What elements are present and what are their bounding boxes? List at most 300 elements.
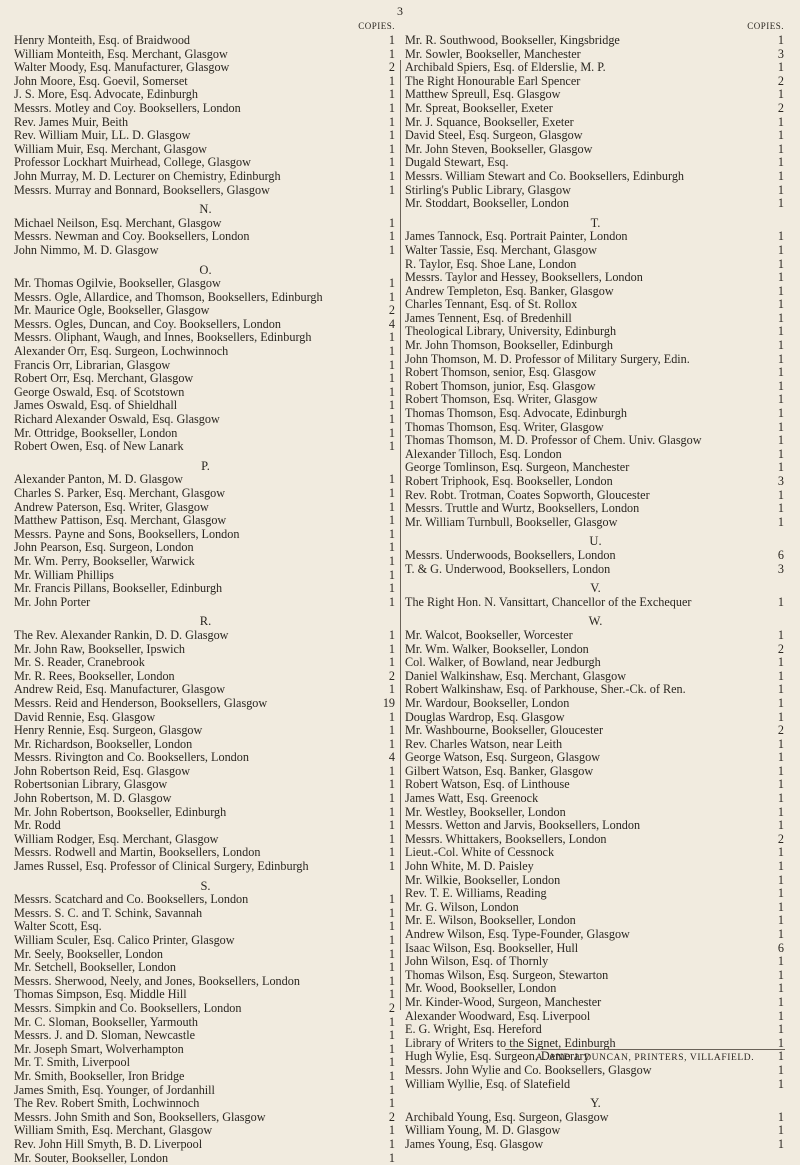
subscriber-entry [405, 502, 786, 516]
subscriber-entry [405, 1023, 786, 1037]
copies-count: 1 [375, 501, 397, 515]
subscriber-entry [405, 549, 786, 563]
copies-header: COPIES. [14, 18, 397, 34]
subscriber-name: Messrs. John Wylie and Co. Booksellers, Glasgow [405, 1064, 764, 1078]
subscriber-entry [14, 738, 397, 752]
subscriber-name: Mr. E. Wilson, Bookseller, London [405, 914, 764, 928]
subscriber-name: Francis Orr, Librarian, Glasgow [14, 359, 375, 373]
copies-count: 1 [764, 887, 786, 901]
copies-count: 1 [764, 61, 786, 75]
subscriber-entry [14, 48, 397, 62]
subscriber-name: Walter Scott, Esq. [14, 920, 375, 934]
subscriber-name: Matthew Pattison, Esq. Merchant, Glasgow [14, 514, 375, 528]
subscriber-name: Charles S. Parker, Esq. Merchant, Glasgow [14, 487, 375, 501]
section-letter: U. [405, 535, 786, 549]
copies-count: 1 [764, 184, 786, 198]
copies-count: 1 [764, 751, 786, 765]
copies-count: 1 [375, 656, 397, 670]
copies-count: 1 [764, 1010, 786, 1024]
subscriber-name: Walter Moody, Esq. Manufacturer, Glasgow [14, 61, 375, 75]
subscriber-entry [14, 975, 397, 989]
subscriber-entry [14, 934, 397, 948]
copies-count: 1 [375, 528, 397, 542]
subscriber-entry [14, 920, 397, 934]
subscriber-name: William Smith, Esq. Merchant, Glasgow [14, 1124, 375, 1138]
copies-count: 1 [375, 948, 397, 962]
copies-count: 1 [375, 372, 397, 386]
subscriber-name: Messrs. Ogle, Allardice, and Thomson, Booksellers, Edinburgh [14, 291, 375, 305]
subscriber-name: Mr. Washbourne, Bookseller, Gloucester [405, 724, 764, 738]
copies-count: 1 [764, 778, 786, 792]
subscriber-name: Mr. Thomas Ogilvie, Bookseller, Glasgow [14, 277, 375, 291]
copies-count: 1 [375, 893, 397, 907]
subscriber-entry [405, 143, 786, 157]
copies-count: 1 [375, 643, 397, 657]
subscriber-name: Messrs. Sherwood, Neely, and Jones, Booksellers, London [14, 975, 375, 989]
subscriber-name: Mr. Spreat, Bookseller, Exeter [405, 102, 764, 116]
subscriber-name: William Wyllie, Esq. of Slatefield [405, 1078, 764, 1092]
section-letter: Y. [405, 1097, 786, 1111]
subscriber-entry [14, 1084, 397, 1098]
subscriber-name: Mr. Francis Pillans, Bookseller, Edinburgh [14, 582, 375, 596]
subscriber-name: Mr. Kinder-Wood, Surgeon, Manchester [405, 996, 764, 1010]
subscriber-entry [405, 982, 786, 996]
subscriber-entry [14, 318, 397, 332]
subscriber-entry [14, 501, 397, 515]
subscriber-entry [405, 434, 786, 448]
copies-count: 1 [375, 738, 397, 752]
copies-count: 1 [375, 1029, 397, 1043]
copies-count: 1 [764, 339, 786, 353]
copies-count: 1 [764, 683, 786, 697]
subscriber-entry [14, 244, 397, 258]
subscriber-name: Andrew Reid, Esq. Manufacturer, Glasgow [14, 683, 375, 697]
copies-count: 1 [764, 738, 786, 752]
copies-count: 2 [764, 102, 786, 116]
subscriber-name: James Smith, Esq. Younger, of Jordanhill [14, 1084, 375, 1098]
copies-count: 6 [764, 942, 786, 956]
copies-count: 1 [375, 988, 397, 1002]
subscriber-entry [405, 116, 786, 130]
copies-count: 1 [375, 806, 397, 820]
copies-count: 1 [375, 440, 397, 454]
subscriber-name: Library of Writers to the Signet, Edinburgh [405, 1037, 764, 1051]
copies-count: 1 [375, 819, 397, 833]
page-number: 3 [0, 4, 800, 19]
copies-count: 1 [375, 473, 397, 487]
subscriber-entry [405, 1064, 786, 1078]
copies-count: 2 [764, 75, 786, 89]
copies-count: 1 [375, 359, 397, 373]
subscriber-entry [405, 969, 786, 983]
copies-count: 1 [375, 427, 397, 441]
subscriber-entry [14, 440, 397, 454]
subscriber-entry [405, 380, 786, 394]
copies-count: 2 [375, 1002, 397, 1016]
subscriber-entry [14, 765, 397, 779]
subscriber-name: J. S. More, Esq. Advocate, Edinburgh [14, 88, 375, 102]
subscriber-name: Messrs. Rivington and Co. Booksellers, London [14, 751, 375, 765]
copies-count: 1 [375, 184, 397, 198]
copies-count: 1 [764, 1023, 786, 1037]
subscriber-name: John Pearson, Esq. Surgeon, London [14, 541, 375, 555]
subscriber-entry [405, 751, 786, 765]
copies-count: 1 [375, 846, 397, 860]
subscriber-entry [405, 156, 786, 170]
subscriber-name: Mr. William Phillips [14, 569, 375, 583]
subscriber-name: Mr. R. Southwood, Bookseller, Kingsbridge [405, 34, 764, 48]
subscriber-entry [14, 792, 397, 806]
subscriber-entry [405, 874, 786, 888]
subscriber-entry [14, 683, 397, 697]
section-letter: R. [14, 615, 397, 629]
subscriber-entry [405, 1010, 786, 1024]
copies-count: 1 [375, 1043, 397, 1057]
section-letter: S. [14, 880, 397, 894]
section-letter: P. [14, 460, 397, 474]
copies-count: 1 [375, 1070, 397, 1084]
copies-count: 1 [375, 596, 397, 610]
copies-count: 4 [375, 751, 397, 765]
subscriber-name: Alexander Woodward, Esq. Liverpool [405, 1010, 764, 1024]
subscriber-name: Dugald Stewart, Esq. [405, 156, 764, 170]
subscriber-name: Mr. Wilkie, Bookseller, London [405, 874, 764, 888]
subscriber-name: Henry Rennie, Esq. Surgeon, Glasgow [14, 724, 375, 738]
subscriber-entry [14, 629, 397, 643]
subscriber-entry [14, 751, 397, 765]
subscriber-entry [14, 372, 397, 386]
subscriber-entry [14, 656, 397, 670]
copies-count: 1 [375, 1016, 397, 1030]
subscriber-name: Robertsonian Library, Glasgow [14, 778, 375, 792]
subscriber-name: Robert Watson, Esq. of Linthouse [405, 778, 764, 792]
subscriber-entry [14, 1124, 397, 1138]
subscriber-entry [405, 1078, 786, 1092]
subscriber-name: Rev. John Hill Smyth, B. D. Liverpool [14, 1138, 375, 1152]
subscriber-name: Mr. R. Rees, Bookseller, London [14, 670, 375, 684]
right-column [405, 18, 786, 1152]
subscriber-entry [14, 88, 397, 102]
subscriber-name: Douglas Wardrop, Esq. Glasgow [405, 711, 764, 725]
copies-count: 1 [375, 75, 397, 89]
copies-count: 1 [764, 156, 786, 170]
copies-count: 1 [764, 88, 786, 102]
subscriber-entry [14, 724, 397, 738]
subscriber-name: Matthew Spreull, Esq. Glasgow [405, 88, 764, 102]
copies-count: 1 [375, 934, 397, 948]
copies-count: 1 [764, 312, 786, 326]
subscriber-entry [405, 765, 786, 779]
subscriber-entry [14, 473, 397, 487]
subscriber-name: Mr. Wood, Bookseller, London [405, 982, 764, 996]
subscriber-list-left [14, 34, 397, 1165]
subscriber-name: Isaac Wilson, Esq. Bookseller, Hull [405, 942, 764, 956]
subscriber-entry [405, 102, 786, 116]
subscriber-name: David Steel, Esq. Surgeon, Glasgow [405, 129, 764, 143]
subscriber-entry [14, 893, 397, 907]
subscriber-entry [405, 819, 786, 833]
subscriber-name: Archibald Young, Esq. Surgeon, Glasgow [405, 1111, 764, 1125]
subscriber-entry [405, 846, 786, 860]
copies-count: 2 [375, 1111, 397, 1125]
printer-imprint: A. AND J. DUNCAN, PRINTERS, VILLAFIELD. [505, 1049, 785, 1063]
subscriber-entry [405, 285, 786, 299]
subscriber-name: Thomas Wilson, Esq. Surgeon, Stewarton [405, 969, 764, 983]
subscriber-name: George Tomlinson, Esq. Surgeon, Manchester [405, 461, 764, 475]
copies-count: 1 [375, 116, 397, 130]
copies-count: 1 [375, 629, 397, 643]
copies-count: 1 [375, 413, 397, 427]
subscriber-name: Robert Thomson, Esq. Writer, Glasgow [405, 393, 764, 407]
subscriber-entry [14, 116, 397, 130]
subscriber-name: Messrs. Truttle and Wurtz, Booksellers, London [405, 502, 764, 516]
copies-count: 19 [375, 697, 397, 711]
copies-count: 1 [375, 860, 397, 874]
subscriber-entry [405, 353, 786, 367]
copies-count: 1 [764, 461, 786, 475]
copies-count: 1 [375, 331, 397, 345]
subscriber-entry [405, 489, 786, 503]
subscriber-name: Rev. Robt. Trotman, Coates Sopworth, Gloucester [405, 489, 764, 503]
copies-count: 1 [764, 421, 786, 435]
copies-count: 1 [375, 1124, 397, 1138]
copies-count: 1 [764, 670, 786, 684]
copies-count: 1 [375, 541, 397, 555]
copies-count: 1 [764, 969, 786, 983]
copies-count: 2 [764, 724, 786, 738]
subscriber-entry [14, 643, 397, 657]
copies-count: 1 [764, 197, 786, 211]
subscriber-name: Gilbert Watson, Esq. Banker, Glasgow [405, 765, 764, 779]
subscriber-name: Andrew Templeton, Esq. Banker, Glasgow [405, 285, 764, 299]
subscriber-name: Mr. Smith, Bookseller, Iron Bridge [14, 1070, 375, 1084]
subscriber-name: Andrew Paterson, Esq. Writer, Glasgow [14, 501, 375, 515]
subscriber-entry [405, 860, 786, 874]
copies-count: 2 [375, 61, 397, 75]
subscriber-name: Col. Walker, of Bowland, near Jedburgh [405, 656, 764, 670]
subscriber-name: Mr. Joseph Smart, Wolverhampton [14, 1043, 375, 1057]
subscriber-entry [14, 304, 397, 318]
copies-count: 1 [764, 914, 786, 928]
subscriber-entry [405, 914, 786, 928]
copies-count: 1 [375, 399, 397, 413]
subscriber-name: Daniel Walkinshaw, Esq. Merchant, Glasgow [405, 670, 764, 684]
subscriber-entry [14, 1029, 397, 1043]
subscriber-entry [14, 1152, 397, 1165]
subscriber-name: Thomas Thomson, Esq. Writer, Glasgow [405, 421, 764, 435]
subscriber-name: John White, M. D. Paisley [405, 860, 764, 874]
subscriber-name: Messrs. Underwoods, Booksellers, London [405, 549, 764, 563]
copies-count: 1 [764, 298, 786, 312]
copies-count: 1 [764, 846, 786, 860]
subscriber-entry [14, 413, 397, 427]
subscriber-name: Mr. John Steven, Bookseller, Glasgow [405, 143, 764, 157]
subscriber-name: William Monteith, Esq. Merchant, Glasgow [14, 48, 375, 62]
subscriber-name: Mr. J. Squance, Bookseller, Exeter [405, 116, 764, 130]
subscriber-name: Robert Owen, Esq. of New Lanark [14, 440, 375, 454]
copies-count: 1 [764, 860, 786, 874]
subscriber-name: Messrs. Ogles, Duncan, and Coy. Booksellers, London [14, 318, 375, 332]
copies-count: 1 [375, 792, 397, 806]
subscriber-entry [405, 1138, 786, 1152]
subscriber-name: Mr. C. Sloman, Bookseller, Yarmouth [14, 1016, 375, 1030]
subscriber-entry [405, 312, 786, 326]
subscriber-name: Messrs. John Smith and Son, Booksellers, Glasgow [14, 1111, 375, 1125]
subscriber-entry [405, 1124, 786, 1138]
subscriber-entry [14, 291, 397, 305]
section-letter: W. [405, 615, 786, 629]
copies-count: 2 [375, 670, 397, 684]
copies-count: 1 [375, 88, 397, 102]
subscriber-name: Thomas Thomson, Esq. Advocate, Edinburgh [405, 407, 764, 421]
subscriber-name: Michael Neilson, Esq. Merchant, Glasgow [14, 217, 375, 231]
subscriber-entry [14, 514, 397, 528]
copies-count: 1 [764, 928, 786, 942]
subscriber-name: John Moore, Esq. Goevil, Somerset [14, 75, 375, 89]
copies-count: 1 [764, 697, 786, 711]
subscriber-name: Mr. Richardson, Bookseller, London [14, 738, 375, 752]
copies-count: 1 [375, 386, 397, 400]
subscriber-name: John Robertson, M. D. Glasgow [14, 792, 375, 806]
subscriber-name: Hugh Wylie, Esq. Surgeon, Demerary [405, 1050, 764, 1064]
subscriber-entry [405, 461, 786, 475]
copies-count: 1 [764, 434, 786, 448]
section-letter: O. [14, 264, 397, 278]
subscriber-name: Mr. Sowler, Bookseller, Manchester [405, 48, 764, 62]
subscriber-entry [405, 996, 786, 1010]
subscriber-name: The Rev. Robert Smith, Lochwinnoch [14, 1097, 375, 1111]
subscriber-entry [405, 48, 786, 62]
subscriber-entry [405, 942, 786, 956]
subscriber-name: Alexander Orr, Esq. Surgeon, Lochwinnoch [14, 345, 375, 359]
subscriber-name: John Thomson, M. D. Professor of Military Surgery, Edin. [405, 353, 764, 367]
subscriber-name: The Right Honourable Earl Spencer [405, 75, 764, 89]
subscriber-entry [14, 778, 397, 792]
copies-count: 1 [375, 920, 397, 934]
copies-count: 1 [764, 230, 786, 244]
subscriber-entry [405, 596, 786, 610]
copies-count: 1 [764, 285, 786, 299]
subscriber-name: Rev. T. E. Williams, Reading [405, 887, 764, 901]
subscriber-name: Henry Monteith, Esq. of Braidwood [14, 34, 375, 48]
copies-count: 1 [375, 1056, 397, 1070]
subscriber-entry [14, 34, 397, 48]
subscriber-name: Robert Thomson, junior, Esq. Glasgow [405, 380, 764, 394]
subscriber-entry [405, 244, 786, 258]
copies-count: 1 [764, 271, 786, 285]
copies-count: 1 [375, 170, 397, 184]
copies-count: 1 [764, 1037, 786, 1051]
subscriber-entry [14, 156, 397, 170]
subscriber-name: George Watson, Esq. Surgeon, Glasgow [405, 751, 764, 765]
subscriber-entry [405, 325, 786, 339]
copies-count: 2 [764, 833, 786, 847]
copies-count: 1 [375, 582, 397, 596]
copies-count: 1 [375, 765, 397, 779]
copies-count: 1 [764, 765, 786, 779]
copies-count: 1 [764, 596, 786, 610]
copies-count: 2 [764, 643, 786, 657]
copies-count: 1 [375, 217, 397, 231]
subscriber-name: Theological Library, University, Edinburgh [405, 325, 764, 339]
subscriber-name: Alexander Panton, M. D. Glasgow [14, 473, 375, 487]
subscriber-entry [405, 197, 786, 211]
subscriber-entry [14, 129, 397, 143]
subscriber-entry [405, 421, 786, 435]
subscriber-entry [14, 555, 397, 569]
subscriber-entry [405, 129, 786, 143]
subscriber-name: Lieut.-Col. White of Cessnock [405, 846, 764, 860]
subscriber-entry [14, 907, 397, 921]
subscriber-entry [405, 683, 786, 697]
copies-count: 1 [375, 487, 397, 501]
subscriber-name: John Murray, M. D. Lecturer on Chemistry, Edinburgh [14, 170, 375, 184]
copies-count: 1 [375, 345, 397, 359]
subscriber-name: Messrs. Simpkin and Co. Booksellers, London [14, 1002, 375, 1016]
subscriber-name: William Rodger, Esq. Merchant, Glasgow [14, 833, 375, 847]
subscriber-entry [14, 217, 397, 231]
copies-count: 1 [375, 778, 397, 792]
copies-count: 1 [375, 724, 397, 738]
subscriber-name: Rev. Charles Watson, near Leith [405, 738, 764, 752]
copies-count: 1 [375, 129, 397, 143]
copies-count: 1 [375, 569, 397, 583]
copies-count: 1 [764, 806, 786, 820]
copies-count: 1 [375, 230, 397, 244]
subscriber-entry [14, 948, 397, 962]
subscriber-name: James Russel, Esq. Professor of Clinical Surgery, Edinburgh [14, 860, 375, 874]
subscriber-name: T. & G. Underwood, Booksellers, London [405, 563, 764, 577]
subscriber-entry [405, 778, 786, 792]
copies-count: 1 [375, 34, 397, 48]
subscriber-name: John Wilson, Esq. of Thornly [405, 955, 764, 969]
subscriber-entry [405, 901, 786, 915]
subscriber-name: James Oswald, Esq. of Shieldhall [14, 399, 375, 413]
copies-count: 1 [764, 955, 786, 969]
subscriber-entry [405, 724, 786, 738]
subscriber-entry [14, 143, 397, 157]
subscriber-name: Stirling's Public Library, Glasgow [405, 184, 764, 198]
subscriber-entry [405, 366, 786, 380]
copies-count: 1 [375, 156, 397, 170]
copies-header: COPIES. [405, 18, 786, 34]
copies-count: 1 [375, 975, 397, 989]
copies-count: 1 [764, 1078, 786, 1092]
left-column [14, 18, 397, 1165]
subscriber-name: Robert Thomson, senior, Esq. Glasgow [405, 366, 764, 380]
subscriber-name: James Young, Esq. Glasgow [405, 1138, 764, 1152]
subscriber-entry [14, 1111, 397, 1125]
copies-count: 1 [764, 448, 786, 462]
subscriber-name: Charles Tennant, Esq. of St. Rollox [405, 298, 764, 312]
subscriber-name: Messrs. Motley and Coy. Booksellers, London [14, 102, 375, 116]
subscriber-name: The Right Hon. N. Vansittart, Chancellor of the Exchequer [405, 596, 764, 610]
copies-count: 1 [375, 961, 397, 975]
subscriber-name: William Sculer, Esq. Calico Printer, Glasgow [14, 934, 375, 948]
subscriber-entry [14, 541, 397, 555]
subscriber-entry [405, 670, 786, 684]
copies-count: 1 [375, 102, 397, 116]
subscriber-name: Messrs. S. C. and T. Schink, Savannah [14, 907, 375, 921]
subscriber-name: James Tennent, Esq. of Bredenhill [405, 312, 764, 326]
subscriber-entry [14, 819, 397, 833]
subscriber-entry [14, 75, 397, 89]
subscriber-name: William Muir, Esq. Merchant, Glasgow [14, 143, 375, 157]
copies-count: 1 [375, 514, 397, 528]
subscriber-name: George Oswald, Esq. of Scotstown [14, 386, 375, 400]
copies-count: 1 [764, 170, 786, 184]
subscriber-name: Messrs. Reid and Henderson, Booksellers, Glasgow [14, 697, 375, 711]
